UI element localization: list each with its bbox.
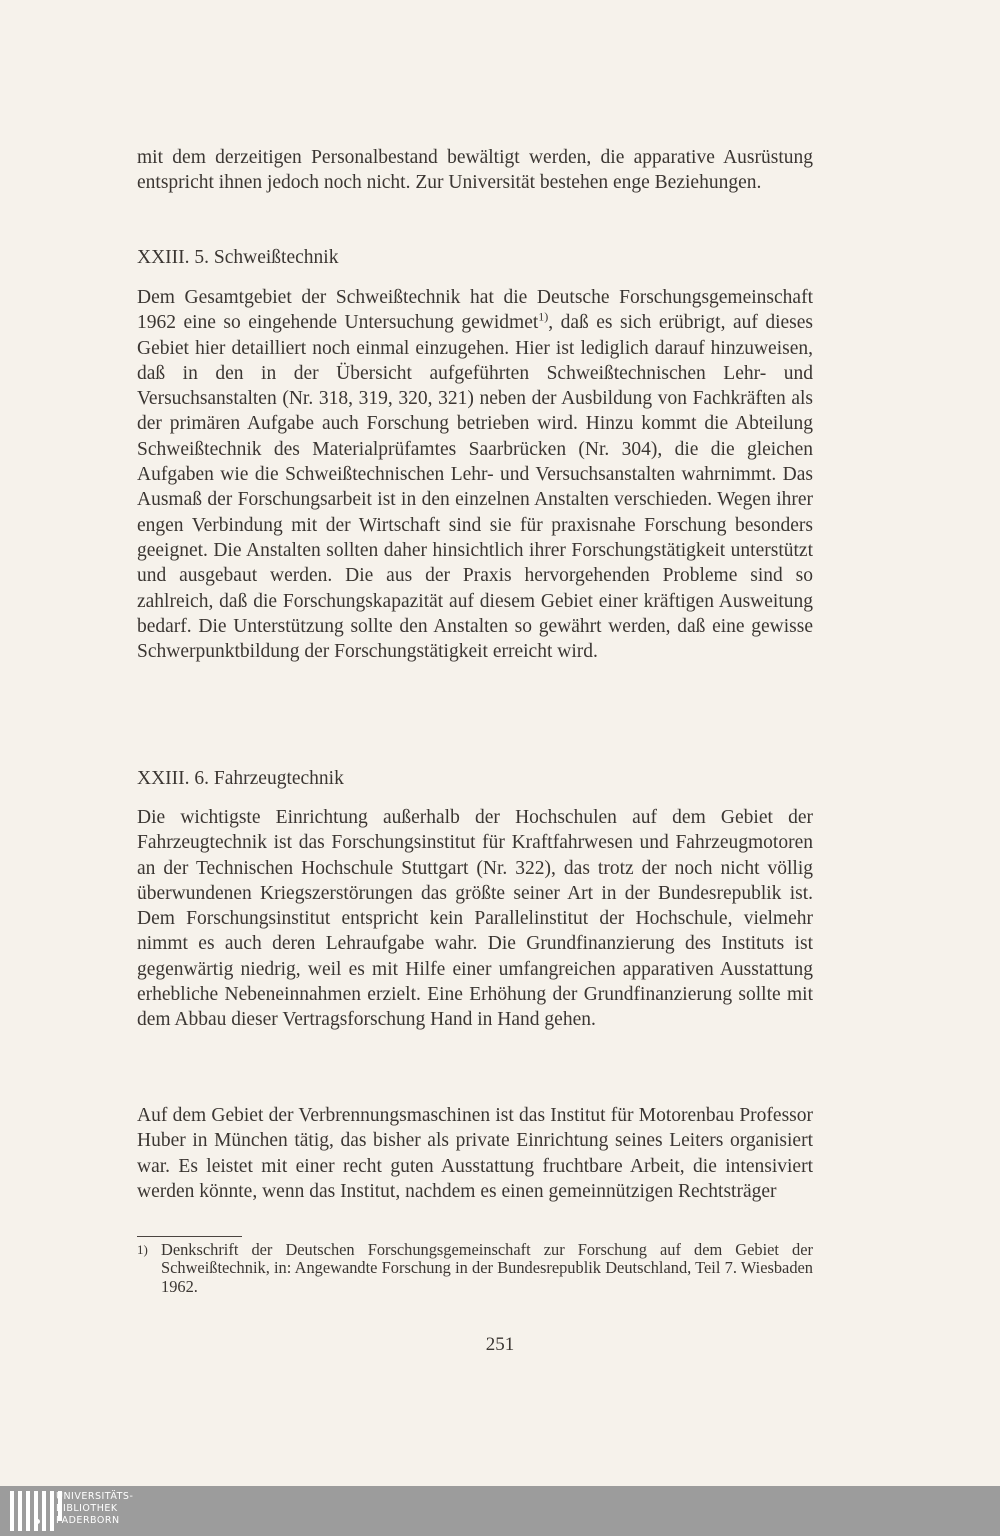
paragraph-fahrzeugtechnik: Die wichtigste Einrichtung außerhalb der Hochschulen auf dem Gebiet der Fahrzeugtechnik ist das Forschungsinstitut für Kraftfahrwesen und Fahrzeugmotoren an der Technischen Hochschule Stuttgart (Nr. 322), das trotz der noch nicht völlig überwundenen Kriegszerstörungen das größte seiner Art in der Bundesrepublik ist. Dem Forschungsinstitut entspricht kein Parallelinstitut der Hochschule, vielmehr nimmt es auch deren Lehraufgabe wahr. Die Grundfinanzierung des Instituts ist gegenwärtig niedrig, weil es mit Hilfe einer umfangreichen apparativen Ausstattung erhebliche Nebeneinnahmen erzielt. Eine Erhöhung der Grundfinanzierung sollte mit dem Abbau dieser Vertragsforschung Hand in Hand gehen. (137, 807, 813, 1031)
library-name-line2: BIBLIOTHEK (56, 1503, 118, 1514)
paragraph-intro: mit dem derzeitigen Personalbestand bewältigt werden, die apparative Ausrüstung entspricht ihnen jedoch noch nicht. Zur Universität bestehen enge Beziehungen. (137, 147, 813, 194)
logo-dot-icon (35, 1519, 40, 1524)
section-heading-fahrzeugtechnik: XXIII. 6. Fahrzeugtechnik (137, 768, 344, 789)
logo-bar-icon (26, 1491, 30, 1531)
paragraph-schweisstechnik-part1: Dem Gesamtgebiet der Schweißtechnik hat die Deutsche Forschungsgemeinschaft 1962 eine so eingehende Untersuchung gewidmet (137, 287, 813, 334)
footnote-text: Denkschrift der Deutschen Forschungsgemeinschaft zur Forschung auf dem Gebiet der Schweißtechnik, in: Angewandte Forschung in der Bundesrepublik Deutschland, Teil 7. Wiesbaden 1962. (161, 1240, 813, 1296)
library-name-line1: UNIVERSITÄTS- (56, 1491, 134, 1502)
paragraph-schweisstechnik-part2: , daß es sich erübrigt, auf dieses Gebiet hier detailliert noch einmal einzugehen. Hier ist lediglich darauf hinzuweisen, daß in den in der Übersicht aufgeführten Schweißtechnischen Lehr- und Versuchsanstalten (Nr. 318, 319, 320, 321) neben der Ausbildung von Fachkräften als der primären Aufgabe auch Forschung betrieben wird. Hinzu kommt die Abteilung Schweißtechnik des Materialprüfamtes Saarbrücken (Nr. 304), die die gleichen Aufgaben wie die Schweißtechnischen Lehr- und Versuchsanstalten wahrnimmt. Das Ausmaß der Forschungsarbeit ist in den einzelnen Anstalten verschieden. Wegen ihrer engen Verbindung mit der Wirtschaft sind sie für praxisnahe Forschung besonders geeignet. Die Anstalten sollten daher hinsichtlich ihrer Forschungstätigkeit unterstützt und ausgebaut werden. Die aus der Praxis hervorgehenden Probleme sind so zahlreich, daß die Forschungskapazität auf diesem Gebiet einer kräftigen Ausweitung bedarf. Die Unterstützung sollte den Anstalten so gewährt werden, daß eine gewisse Schwerpunktbildung der Forschungstätigkeit erreicht wird. (137, 312, 813, 663)
footnote-marker: 1) (137, 1242, 148, 1257)
footnote-divider (137, 1236, 242, 1237)
logo-bar-icon (18, 1491, 22, 1531)
footnote-reference[interactable]: 1) (538, 309, 549, 324)
section-heading-schweisstechnik: XXIII. 5. Schweißtechnik (137, 247, 339, 268)
paragraph-schweisstechnik (137, 285, 813, 664)
library-name-line3: PADERBORN (56, 1515, 120, 1526)
library-footer-bar (0, 1486, 1000, 1536)
logo-bar-icon (10, 1491, 14, 1531)
logo-bar-icon (50, 1491, 54, 1531)
library-logo-icon (10, 1491, 62, 1531)
logo-bar-icon (34, 1491, 38, 1531)
paragraph-verbrennungsmaschinen: Auf dem Gebiet der Verbrennungsmaschinen ist das Institut für Motorenbau Professor Huber in München tätig, das bisher als private Einrichtung seines Leiters organisiert war. Es leistet mit einer recht guten Ausstattung fruchtbare Arbeit, die intensiviert werden könnte, wenn das Institut, nachdem es einen gemeinnützigen Rechtsträger (137, 1105, 813, 1202)
page-number: 251 (485, 1334, 515, 1355)
footnote (137, 1241, 813, 1296)
library-name (56, 1491, 133, 1527)
logo-bar-icon (42, 1491, 46, 1531)
